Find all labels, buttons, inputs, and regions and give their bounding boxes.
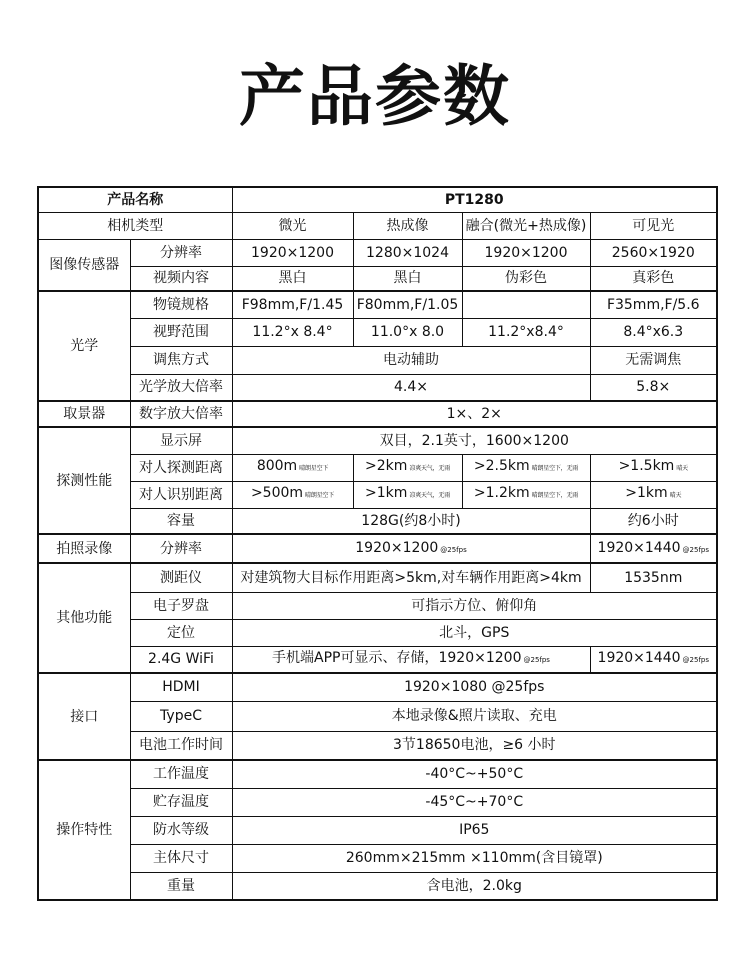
- cell-value: -40°C~+50°C: [232, 760, 717, 788]
- cell-value: F98mm,F/1.45: [232, 291, 353, 318]
- cell-value: 对建筑物大目标作用距离>5km,对车辆作用距离>4km: [232, 563, 590, 592]
- cell-value: [462, 454, 590, 481]
- table-row: [38, 592, 717, 619]
- cell-value: [232, 454, 353, 481]
- cell-value: 1535nm: [590, 563, 717, 592]
- table-row: [38, 731, 717, 760]
- condition-note: 晴朗星空下，无雨: [531, 492, 579, 499]
- cell-value: 热成像: [353, 212, 462, 239]
- row-label: 测距仪: [130, 563, 232, 592]
- row-label: 视频内容: [130, 266, 232, 291]
- row-label: 电池工作时间: [130, 731, 232, 760]
- row-label: 光学放大倍率: [130, 374, 232, 401]
- cell-value: IP65: [232, 816, 717, 844]
- row-label: 对人探测距离: [130, 454, 232, 481]
- table-row: [38, 619, 717, 646]
- cell-value: [462, 481, 590, 508]
- table-row: [38, 872, 717, 900]
- cell-value: 11.2°x 8.4°: [232, 318, 353, 346]
- cell-value: F80mm,F/1.05: [353, 291, 462, 318]
- cell-value: 1920×1200: [232, 239, 353, 266]
- table-row: [38, 401, 717, 427]
- row-label: 主体尺寸: [130, 844, 232, 872]
- table-row: [38, 844, 717, 872]
- group-label: 接口: [38, 673, 130, 760]
- table-row: [38, 212, 717, 239]
- condition-note: 晴天: [669, 492, 682, 499]
- row-label: 防水等级: [130, 816, 232, 844]
- group-label: 取景器: [38, 401, 130, 427]
- row-label: HDMI: [130, 673, 232, 701]
- cell-value: 北斗，GPS: [232, 619, 717, 646]
- condition-note: 晴朗星空下: [305, 492, 335, 499]
- cell-value: [353, 454, 462, 481]
- row-label: 调焦方式: [130, 346, 232, 374]
- cell-value: 1920×1200: [462, 239, 590, 266]
- cell-value: 本地录像&照片读取、充电: [232, 701, 717, 731]
- row-label: 2.4G WiFi: [130, 646, 232, 673]
- distance-value: 800m: [256, 458, 298, 474]
- group-label: 操作特性: [38, 760, 130, 900]
- cell-value: 1920×1080 @25fps: [232, 673, 717, 701]
- group-label: 光学: [38, 291, 130, 401]
- cell-value: 1280×1024: [353, 239, 462, 266]
- table-row: [38, 187, 717, 212]
- cell-value: 微光: [232, 212, 353, 239]
- cell-value: 128G(约8小时): [232, 508, 590, 534]
- table-row: [38, 427, 717, 454]
- cell-value: [353, 481, 462, 508]
- row-label: TypeC: [130, 701, 232, 731]
- fps-note: @25fps: [682, 545, 709, 554]
- wifi-value: 手机端APP可显示、存储，1920×1200: [272, 650, 522, 667]
- cell-value: 真彩色: [590, 266, 717, 291]
- cell-value: [590, 646, 717, 673]
- group-label: 拍照录像: [38, 534, 130, 563]
- row-label: 工作温度: [130, 760, 232, 788]
- table-row: [38, 788, 717, 816]
- table-row: [38, 291, 717, 318]
- distance-value: >2.5km: [473, 458, 530, 474]
- page-title: 产品参数: [239, 58, 511, 135]
- group-label: 图像传感器: [38, 239, 130, 291]
- table-row: [38, 760, 717, 788]
- fps-note: @25fps: [682, 656, 709, 665]
- distance-value: >1km: [625, 485, 668, 501]
- cell-value: 5.8×: [590, 374, 717, 401]
- cell-value: 黑白: [353, 266, 462, 291]
- table-row: [38, 481, 717, 508]
- group-label: 探测性能: [38, 427, 130, 534]
- condition-note: 晴朗星空下，无雨: [531, 465, 579, 472]
- cell-value: 8.4°x6.3: [590, 318, 717, 346]
- spec-table: [37, 186, 718, 901]
- table-row: [38, 266, 717, 291]
- condition-note: 凉爽天气，无雨: [409, 492, 450, 499]
- cell-value: 电动辅助: [232, 346, 590, 374]
- table-row: [38, 646, 717, 673]
- row-label: 视野范围: [130, 318, 232, 346]
- table-row: [38, 454, 717, 481]
- row-label: 贮存温度: [130, 788, 232, 816]
- cell-value: [590, 534, 717, 563]
- row-label: 分辨率: [130, 534, 232, 563]
- cell-value: 2560×1920: [590, 239, 717, 266]
- fps-note: @25fps: [523, 656, 550, 665]
- row-label: 相机类型: [38, 212, 232, 239]
- group-label: 其他功能: [38, 563, 130, 673]
- condition-note: 晴朗星空下: [299, 465, 329, 472]
- cell-value: 融合(微光+热成像): [462, 212, 590, 239]
- cell-value: 11.0°x 8.0: [353, 318, 462, 346]
- cell-value: 约6小时: [590, 508, 717, 534]
- cell-value: 1×、2×: [232, 401, 717, 427]
- table-row: [38, 508, 717, 534]
- cell-value: [590, 481, 717, 508]
- table-row: [38, 239, 717, 266]
- row-label: 容量: [130, 508, 232, 534]
- row-label: 物镜规格: [130, 291, 232, 318]
- table-row: [38, 318, 717, 346]
- resolution-value: 1920×1440: [597, 539, 681, 556]
- distance-value: >1km: [365, 485, 408, 501]
- cell-value: 260mm×215mm ×110mm(含目镜罩): [232, 844, 717, 872]
- cell-value: 可见光: [590, 212, 717, 239]
- table-row: [38, 374, 717, 401]
- fps-note: @25fps: [440, 545, 467, 554]
- cell-value: [232, 646, 590, 673]
- cell-value: -45°C~+70°C: [232, 788, 717, 816]
- wifi-value: 1920×1440: [597, 650, 681, 667]
- table-row: [38, 346, 717, 374]
- cell-value: 4.4×: [232, 374, 590, 401]
- row-label: 产品名称: [38, 187, 232, 212]
- row-label: 对人识别距离: [130, 481, 232, 508]
- distance-value: >2km: [365, 458, 408, 474]
- row-label: 定位: [130, 619, 232, 646]
- table-row: [38, 701, 717, 731]
- row-label: 数字放大倍率: [130, 401, 232, 427]
- table-row: [38, 534, 717, 563]
- distance-value: >1.2km: [473, 485, 530, 501]
- row-label: 分辨率: [130, 239, 232, 266]
- cell-value: 3节18650电池，≥6 小时: [232, 731, 717, 760]
- cell-value: 无需调焦: [590, 346, 717, 374]
- row-label: 重量: [130, 872, 232, 900]
- cell-value: [232, 481, 353, 508]
- table-row: [38, 816, 717, 844]
- cell-value: [590, 454, 717, 481]
- distance-value: >500m: [250, 485, 304, 501]
- cell-value: [462, 291, 590, 318]
- condition-note: 晴天: [676, 465, 688, 472]
- table-row: [38, 673, 717, 701]
- resolution-value: 1920×1200: [355, 539, 439, 556]
- row-label: 显示屏: [130, 427, 232, 454]
- cell-value: 11.2°x8.4°: [462, 318, 590, 346]
- cell-value: F35mm,F/5.6: [590, 291, 717, 318]
- product-model: PT1280: [232, 187, 717, 212]
- cell-value: 可指示方位、俯仰角: [232, 592, 717, 619]
- condition-note: 凉爽天气，无雨: [409, 465, 450, 472]
- cell-value: 伪彩色: [462, 266, 590, 291]
- distance-value: >1.5km: [618, 458, 675, 474]
- table-row: [38, 563, 717, 592]
- cell-value: [232, 534, 590, 563]
- cell-value: 双目，2.1英寸，1600×1200: [232, 427, 717, 454]
- cell-value: 黑白: [232, 266, 353, 291]
- cell-value: 含电池，2.0kg: [232, 872, 717, 900]
- row-label: 电子罗盘: [130, 592, 232, 619]
